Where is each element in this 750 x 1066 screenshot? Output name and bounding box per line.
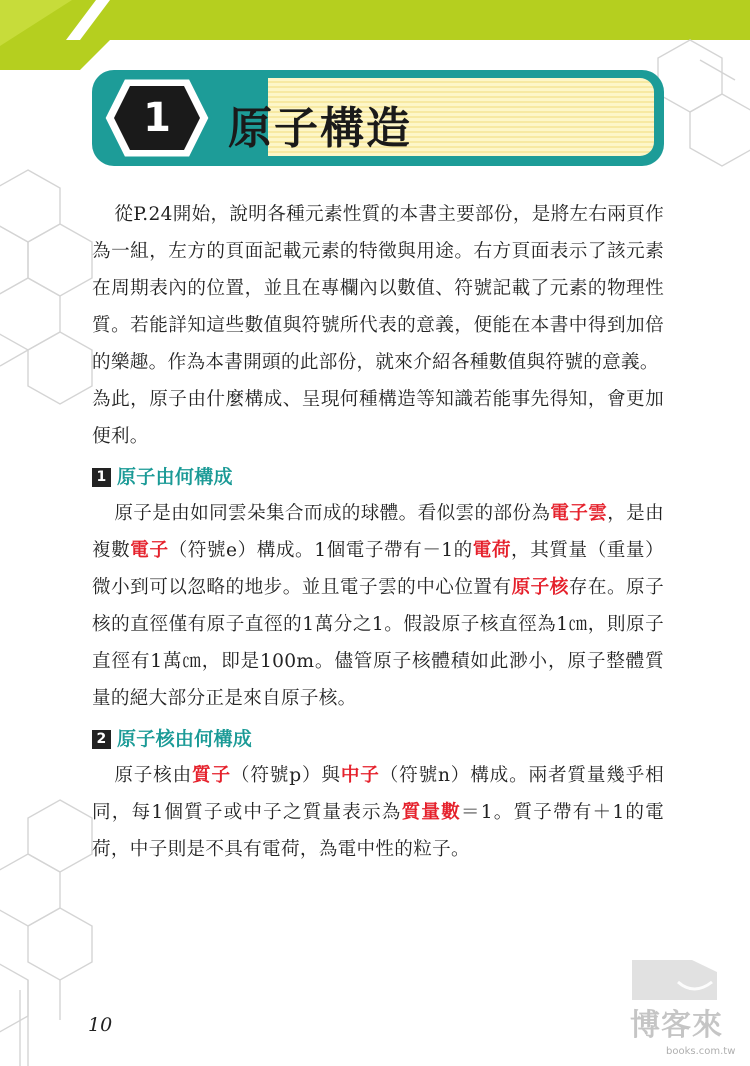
keyword-nucleus: 原子核 [511, 577, 569, 598]
watermark-text: 博客來 [630, 1008, 723, 1043]
keyword-electron-cloud: 電子雲 [550, 503, 608, 524]
intro-paragraph-1: 從P.24開始，說明各種元素性質的本書主要部份，是將左右兩頁作為一組，左方的頁面記載元素的特徵與用途。右方頁面表示了該元素在周期表內的位置，並且在專欄內以數值、符號記載了元素的物理性質。若能詳知這些數值與符號所代表的意義，便能在本書中得到加倍的樂趣。作為本書開頭的此部份，就來介紹各種數值與符號的意義。 [92, 204, 664, 373]
hexagon-pattern-left [0, 170, 92, 1066]
section-2-paragraph [92, 757, 664, 868]
section-number-1: 1 [92, 468, 111, 487]
section-number-2: 2 [92, 730, 111, 749]
keyword-electron: 電子 [130, 540, 169, 561]
section-1-paragraph [92, 495, 664, 717]
watermark-url: books.com.tw [666, 1046, 736, 1057]
keyword-charge: 電荷 [472, 540, 512, 561]
section-title-2: 原子核由何構成 [117, 727, 253, 750]
chapter-number: 1 [143, 95, 171, 141]
text-run: （符號p）與 [230, 765, 341, 786]
keyword-neutron: 中子 [340, 765, 380, 786]
text-run: （符號n）構成。兩者質量幾乎相同，每1個質子或中子之質量表示為 [92, 765, 665, 823]
text-run: 原子核由 [114, 765, 193, 786]
section-title-1: 原子由何構成 [117, 465, 233, 488]
top-lime-band [0, 0, 750, 70]
text-run: ＝1。質子帶有＋1的電荷，中子則是不具有電荷，為電中性的粒子。 [92, 802, 665, 860]
chapter-title: 原子構造 [228, 103, 412, 154]
keyword-mass-number: 質量數 [401, 802, 461, 823]
keyword-proton: 質子 [192, 765, 231, 786]
section-heading-2 [92, 721, 664, 757]
intro-paragraph-2: 為此，原子由什麼構成、呈現何種構造等知識若能事先得知，會更加便利。 [92, 389, 664, 447]
text-run: （符號e）構成。1個電子帶有－1的 [168, 540, 473, 561]
page-number: 10 [88, 1014, 113, 1036]
hexagon-pattern-right [658, 40, 750, 166]
text-run: 存在。原子核的直徑僅有原子直徑的1萬分之1。假設原子核直徑為1㎝，則原子直徑有1萬㎝，即是100m。儘管原子核體積如此渺小，原子整體質量的絕大部分正是來自原子核。 [92, 577, 664, 709]
text-run: ，其質量（重量）微小到可以忽略的地步。並且電子雲的中心位置有 [92, 540, 664, 598]
section-heading-1 [92, 459, 664, 495]
main-content [92, 196, 664, 868]
text-run: ，是由複數 [92, 503, 664, 561]
text-run: 原子是由如同雲朵集合而成的球體。看似雲的部份為 [114, 503, 551, 524]
